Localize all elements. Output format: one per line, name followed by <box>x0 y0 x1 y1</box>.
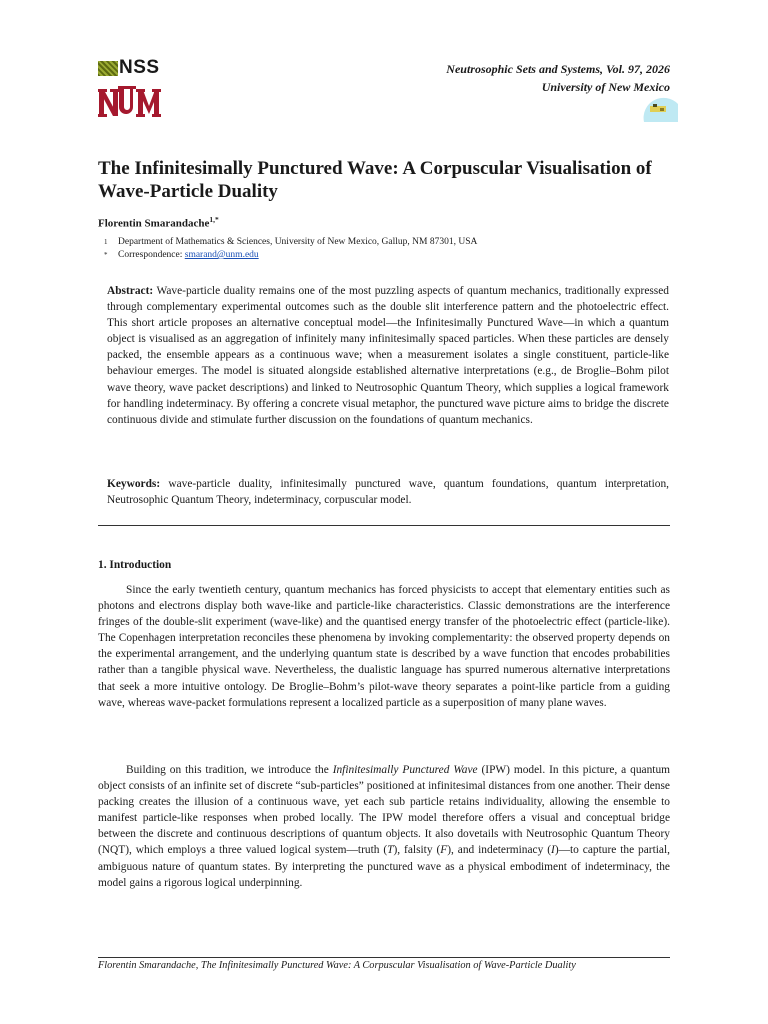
abstract <box>107 283 669 428</box>
correspondence-label: Correspondence: <box>118 250 185 260</box>
correspondence-mark: * <box>104 251 108 259</box>
paragraph-2-text: ), falsity ( <box>393 844 441 857</box>
unm-logo-icon <box>98 84 162 122</box>
keywords-text: wave-particle duality, infinitesimally punctured wave, quantum foundations, quantum interpretation, Neutrosophic Quantum Theory, indeterminacy, corpuscular model. <box>107 478 669 507</box>
keywords <box>107 476 669 508</box>
paragraph-2-text: )—to capture the partial, ambiguous nature of quantum states. By interpreting the punctured wave as a physical embodiment of indeterminacy, the model gains a rigorous logical underpinning. <box>98 844 670 889</box>
abstract-label: Abstract: <box>107 285 154 297</box>
page-footer: Florentin Smarandache, The Infinitesimally Punctured Wave: A Corpuscular Visualisation of Wave-Particle Duality <box>98 960 576 971</box>
section-heading: 1. Introduction <box>98 559 172 571</box>
paragraph-2-text: ), and indeterminacy ( <box>447 844 552 857</box>
affiliations <box>104 236 624 262</box>
header-decoration-icon <box>636 96 678 122</box>
paragraph-2-text: Building on this tradition, we introduce the <box>126 764 333 776</box>
paper-title: The Infinitesimally Punctured Wave: A Corpuscular Visualisation of Wave-Particle Duality <box>98 158 652 202</box>
correspondence <box>104 249 624 262</box>
paragraph-2 <box>98 762 670 891</box>
nss-logo <box>98 58 168 78</box>
truth-symbol: T <box>387 844 394 857</box>
university-name: University of New Mexico <box>541 80 670 94</box>
model-name-emphasis: Infinitesimally Punctured Wave <box>332 764 478 776</box>
abstract-divider <box>98 525 670 526</box>
keywords-label: Keywords: <box>107 478 161 490</box>
falsity-symbol: F <box>440 844 448 857</box>
affiliation-1 <box>104 236 624 249</box>
author-name: Florentin Smarandache <box>98 217 210 230</box>
paragraph-2-text: (IPW) model. In this picture, a quantum object consists of an infinite set of discrete “sub-particles” positioned at infinitesimal distances from one another. Their dense packing creates the illusion of a continuous wave, yet each sub particle retains individuality, allowing the ensemble to manifest particle-like responses when probed locally. The IPW model therefore offers a visual and conceptual bridge between the discrete and continuous descriptions of quantum objects. It also dovetails with Neutrosophic Quantum Theory (NQT), which employs a three valued logical system—truth ( <box>98 764 671 857</box>
abstract-text: Wave-particle duality remains one of the most puzzling aspects of quantum mechanics, traditionally expressed through complementary experimental outcomes such as the double slit interference pattern and the photoelectric effect. This short article proposes an alternative conceptual model—the Infinitesimally Punctured Wave—in which a quantum object is visualised as an aggregation of infinitely many infinitesimally spaced particles. When these particles are densely packed, the ensemble appears as a continuous wave; when a measurement isolates a single constituent, particle-like behaviour emerges. The model is situated alongside established alternative interpretations (e.g., de Broglie–Bohm pilot wave theory, wave packet descriptions) and linked to Neutrosophic Quantum Theory, which supplies a logical framework for handling indeterminacy. By offering a concrete visual metaphor, the punctured wave picture aims to bridge the discrete continuous divide and stimulate further discussion on the foundations of quantum mechanics. <box>107 285 669 426</box>
indeterminacy-symbol: I <box>551 844 555 857</box>
unm-logo <box>98 84 162 122</box>
footer-divider <box>98 957 670 958</box>
nss-logo-text: NSS <box>119 57 160 78</box>
author-marks: 1,* <box>209 215 219 224</box>
paragraph-1: Since the early twentieth century, quantum mechanics has forced physicists to accept that elementary entities such as photons and electrons display both wave-like and particle-like characteristics. Classic demonstrations are the interference fringes of the double-slit experiment (wave-like) and the quantised energy transfer of the photoelectric effect (particle-like). The Copenhagen interpretation reconciles these phenomena by invoking complementarity: the observed property depends on the experimental arrangement, and the underlying quantum state is described by a wave function that encodes probabilities rather than a tangible physical wave. Nevertheless, the dualistic language has spurred numerous alternative interpretations that seek a more intuitive ontology. De Broglie–Bohm’s pilot-wave theory separates a point-like particle from a guiding wave, whereas wave-packet formulations represent a localized particle as a superposition of many plane waves. <box>98 584 670 709</box>
affiliation-mark: 1 <box>104 238 108 246</box>
nss-logo-square-icon <box>98 61 118 76</box>
journal-name: Neutrosophic Sets and Systems, Vol. 97, 2026 <box>446 62 670 76</box>
affiliation-text: Department of Mathematics & Sciences, University of New Mexico, Gallup, NM 87301, USA <box>118 237 478 247</box>
author-line <box>98 215 219 230</box>
correspondence-email-link[interactable]: smarand@unm.edu <box>184 250 259 260</box>
